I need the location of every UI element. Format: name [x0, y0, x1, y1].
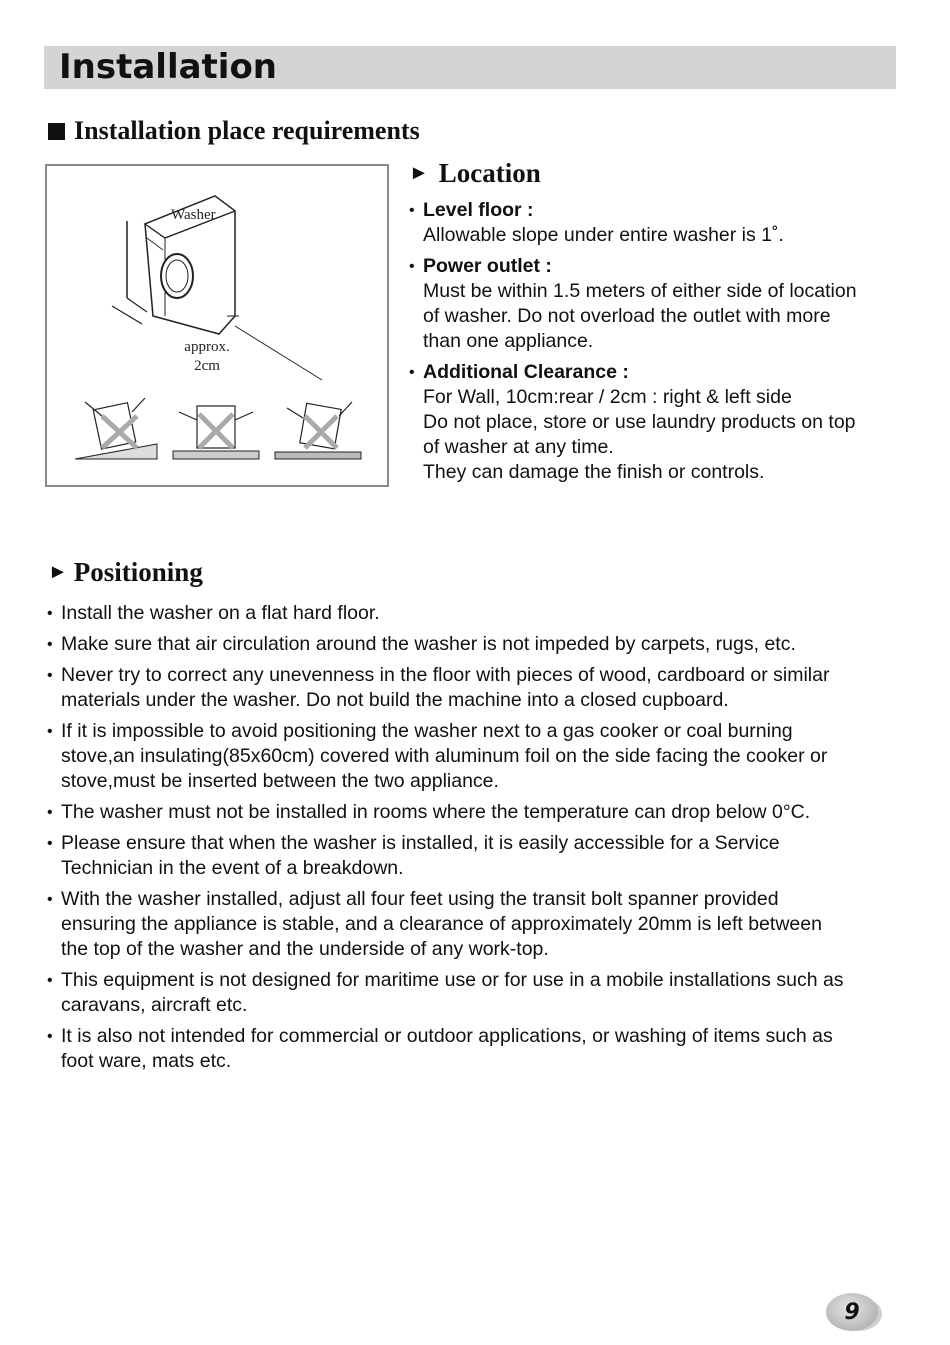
list-item: • It is also not intended for commercial or outdoor applications, or washing of items such as foot ware, mats etc.	[47, 1025, 833, 1072]
bullet-dot-icon: •	[47, 972, 53, 989]
positioning-heading: ► Positioning	[48, 557, 203, 587]
section-title	[48, 114, 420, 148]
list-item: • Never try to correct any unevenness in the floor with pieces of wood, cardboard or similar materials under the washer. Do not build the machine into a closed cupboard.	[47, 664, 830, 711]
square-bullet-icon	[48, 123, 65, 140]
location-list	[409, 198, 909, 491]
bullet-dot-icon: •	[47, 723, 53, 740]
bullet-dot-icon: •	[47, 891, 53, 908]
section-title-text: Installation place requirements	[74, 116, 420, 145]
list-item: • The washer must not be installed in rooms where the temperature can drop below 0°C.	[47, 801, 811, 823]
page-number: 9	[826, 1293, 878, 1331]
positioning-list	[47, 601, 907, 1080]
washer-illustration	[47, 166, 387, 485]
header-bar	[44, 46, 896, 89]
washer-label: Washer	[171, 207, 216, 223]
bullet-dot-icon: •	[47, 667, 53, 684]
list-item: • Install the washer on a flat hard floor.	[47, 602, 380, 624]
list-item: • Make sure that air circulation around the washer is not impeded by carpets, rugs, etc.	[47, 633, 796, 655]
list-item: • If it is impossible to avoid positioning the washer next to a gas cooker or coal burning stove,an insulating(85x60cm) covered with aluminum foil on the side facing the cooker or stove,must be inserted between the two appliance.	[47, 720, 828, 792]
installation-figure	[45, 164, 389, 487]
bullet-dot-icon: •	[409, 364, 415, 381]
list-item: • Power outlet : Must be within 1.5 meters of either side of location of washer. Do not overload the outlet with more than one appliance.	[409, 255, 857, 352]
bullet-dot-icon: •	[47, 835, 53, 852]
uneven-floor-washer-1	[75, 398, 157, 459]
triangle-bullet-icon: ►	[409, 162, 429, 184]
location-heading: ► Location	[409, 158, 541, 188]
approx-label: approx. 2cm	[184, 339, 230, 374]
bullet-dot-icon: •	[47, 804, 53, 821]
list-item: • Level floor : Allowable slope under entire washer is 1˚.	[409, 199, 784, 246]
bullet-dot-icon: •	[409, 202, 415, 219]
list-item: • This equipment is not designed for maritime use or for use in a mobile installations such as caravans, aircraft etc.	[47, 969, 844, 1016]
uneven-floor-washer-2	[173, 406, 259, 459]
list-item: • Additional Clearance : For Wall, 10cm:rear / 2cm : right & left side Do not place, store or use laundry products on top of washer at any time. They can damage the finish or controls.	[409, 361, 856, 483]
uneven-floor-washer-3	[275, 402, 361, 459]
triangle-bullet-icon: ►	[48, 561, 68, 583]
bullet-dot-icon: •	[47, 1028, 53, 1045]
list-item: • With the washer installed, adjust all four feet using the transit bolt spanner provided ensuring the appliance is stable, and a clearance of approximately 20mm is left between the top of the washer and the underside of any work-top.	[47, 888, 822, 960]
bullet-dot-icon: •	[409, 258, 415, 275]
bullet-dot-icon: •	[47, 605, 53, 622]
list-item: • Please ensure that when the washer is installed, it is easily accessible for a Service Technician in the event of a breakdown.	[47, 832, 780, 879]
page-title: Installation	[59, 47, 278, 87]
bullet-dot-icon: •	[47, 636, 53, 653]
